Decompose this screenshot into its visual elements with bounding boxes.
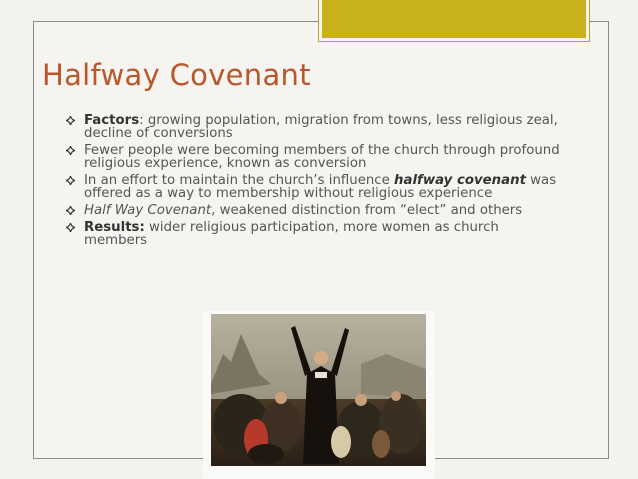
- bullet-half-way: [66, 204, 566, 217]
- results-text: wider religious participation, more women as church members: [84, 220, 499, 248]
- half-way-text: , weakened distinction from “elect” and others: [211, 203, 523, 218]
- bullet-fewer-people: [66, 144, 566, 170]
- effort-text-before: In an effort to maintain the church’s influence: [84, 173, 395, 188]
- factors-text: : growing population, migration from towns, less religious zeal, decline of conversions: [84, 113, 558, 141]
- effort-text-after: was offered as a way to membership without religious experience: [84, 173, 557, 201]
- bullet-icon: [66, 223, 75, 232]
- slide-title: Halfway Covenant: [42, 58, 311, 92]
- results-label: Results:: [84, 220, 145, 235]
- bullet-factors: [66, 114, 566, 140]
- bullet-icon: [66, 176, 75, 185]
- bullet-effort: [66, 174, 566, 200]
- bullet-icon: [66, 206, 75, 215]
- bullet-icon: [66, 116, 75, 125]
- factors-label: Factors: [84, 113, 140, 128]
- half-way-italic: Half Way Covenant: [84, 203, 212, 218]
- halfway-covenant-emphasis: halfway covenant: [394, 173, 526, 188]
- fewer-people-text: Fewer people were becoming members of the church through profound religious experience, known as conversion: [84, 143, 560, 171]
- bullet-list: [66, 114, 566, 251]
- accent-bar: [322, 0, 586, 38]
- bullet-results: [66, 221, 566, 247]
- pilgrims-painting: [211, 314, 426, 466]
- bullet-icon: [66, 146, 75, 155]
